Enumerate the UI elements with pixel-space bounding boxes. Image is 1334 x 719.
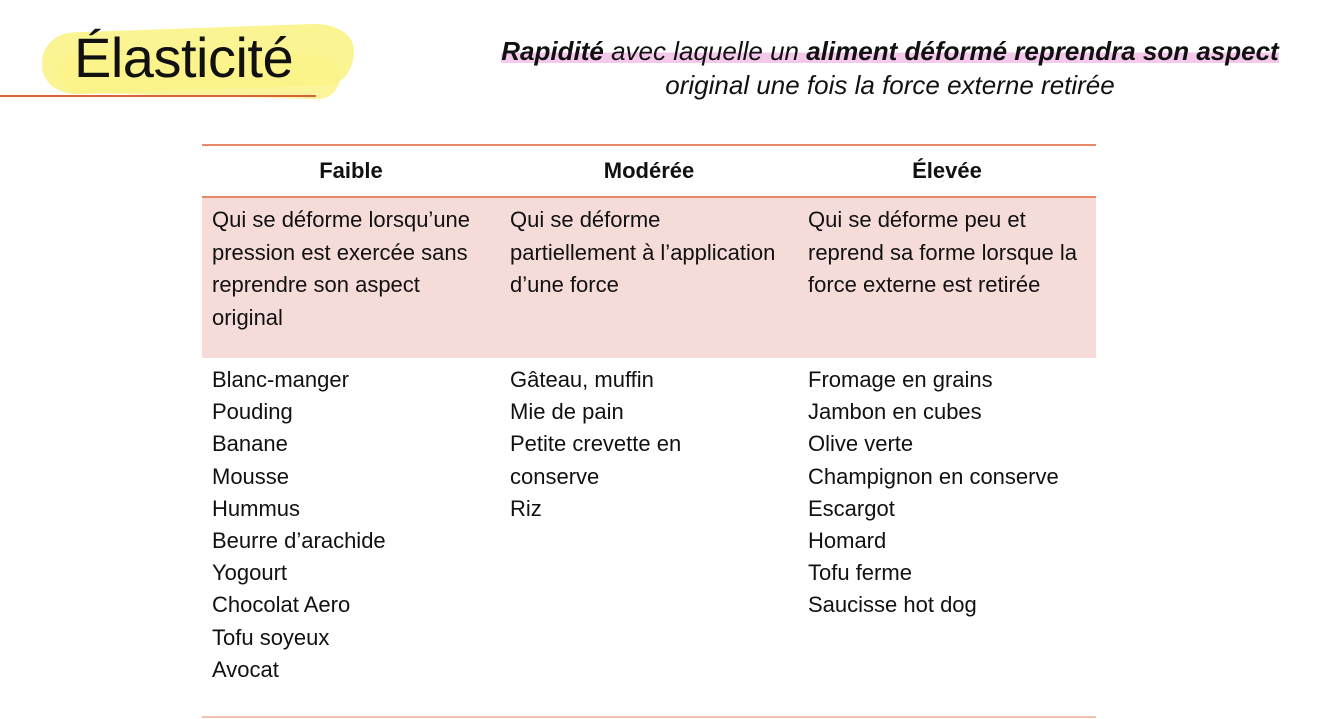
- page-title: Élasticité: [74, 26, 294, 89]
- examples-faible: [202, 364, 500, 686]
- list-item: Jambon en cubes: [808, 399, 982, 425]
- list-item: Chocolat Aero: [212, 592, 351, 618]
- table-header-row: [202, 146, 1096, 196]
- list-item: Yogourt: [212, 560, 288, 586]
- header-elevee: Élevée: [912, 158, 982, 183]
- definition-line-2: original une fois la force externe retirée: [665, 70, 1115, 100]
- list-item: Avocat: [212, 656, 279, 682]
- list-item: Banane: [212, 431, 288, 457]
- list-item: Homard: [808, 528, 887, 554]
- list-item: Pouding: [212, 399, 293, 425]
- description-row: [202, 198, 1096, 358]
- table-bottom-rule: [202, 716, 1096, 718]
- header-moderee: Modérée: [603, 158, 695, 183]
- list-item: Petite crevette en: [510, 431, 682, 457]
- header-faible: Faible: [319, 158, 383, 183]
- list-item: Mousse: [212, 463, 290, 489]
- list-item: Gâteau, muffin: [510, 367, 654, 392]
- title-underline: [0, 95, 316, 97]
- definition-keyword-2: aliment déformé reprendra son aspect: [806, 36, 1279, 66]
- title-block: [0, 22, 370, 102]
- description-faible: Qui se déforme lorsqu’une pression est exercée sans reprendre son aspect original: [212, 207, 471, 330]
- list-item: Escargot: [808, 495, 895, 521]
- definition: [440, 34, 1334, 102]
- list-item: conserve: [510, 463, 600, 489]
- examples-moderee: [500, 364, 798, 686]
- list-item: Beurre d’arachide: [212, 528, 386, 554]
- list-item: Fromage en grains: [808, 367, 993, 392]
- elasticity-table: [202, 144, 1096, 686]
- definition-text-1: avec laquelle un: [603, 36, 807, 66]
- list-item: Olive verte: [808, 431, 914, 457]
- definition-line-1: [440, 34, 1334, 68]
- definition-keyword-1: Rapidité: [501, 36, 604, 66]
- list-item: Tofu ferme: [808, 560, 912, 586]
- list-item: Hummus: [212, 495, 301, 521]
- list-item: Tofu soyeux: [212, 624, 330, 650]
- list-item: Saucisse hot dog: [808, 592, 977, 618]
- examples-row: [202, 358, 1096, 686]
- description-moderee: Qui se déforme partiellement à l’application d’une force: [510, 207, 776, 297]
- list-item: Blanc-manger: [212, 367, 349, 392]
- examples-elevee: [798, 364, 1096, 686]
- list-item: Riz: [510, 495, 542, 521]
- list-item: Champignon en conserve: [808, 463, 1059, 489]
- description-elevee: Qui se déforme peu et reprend sa forme lorsque la force externe est retirée: [808, 207, 1078, 297]
- list-item: Mie de pain: [510, 399, 624, 425]
